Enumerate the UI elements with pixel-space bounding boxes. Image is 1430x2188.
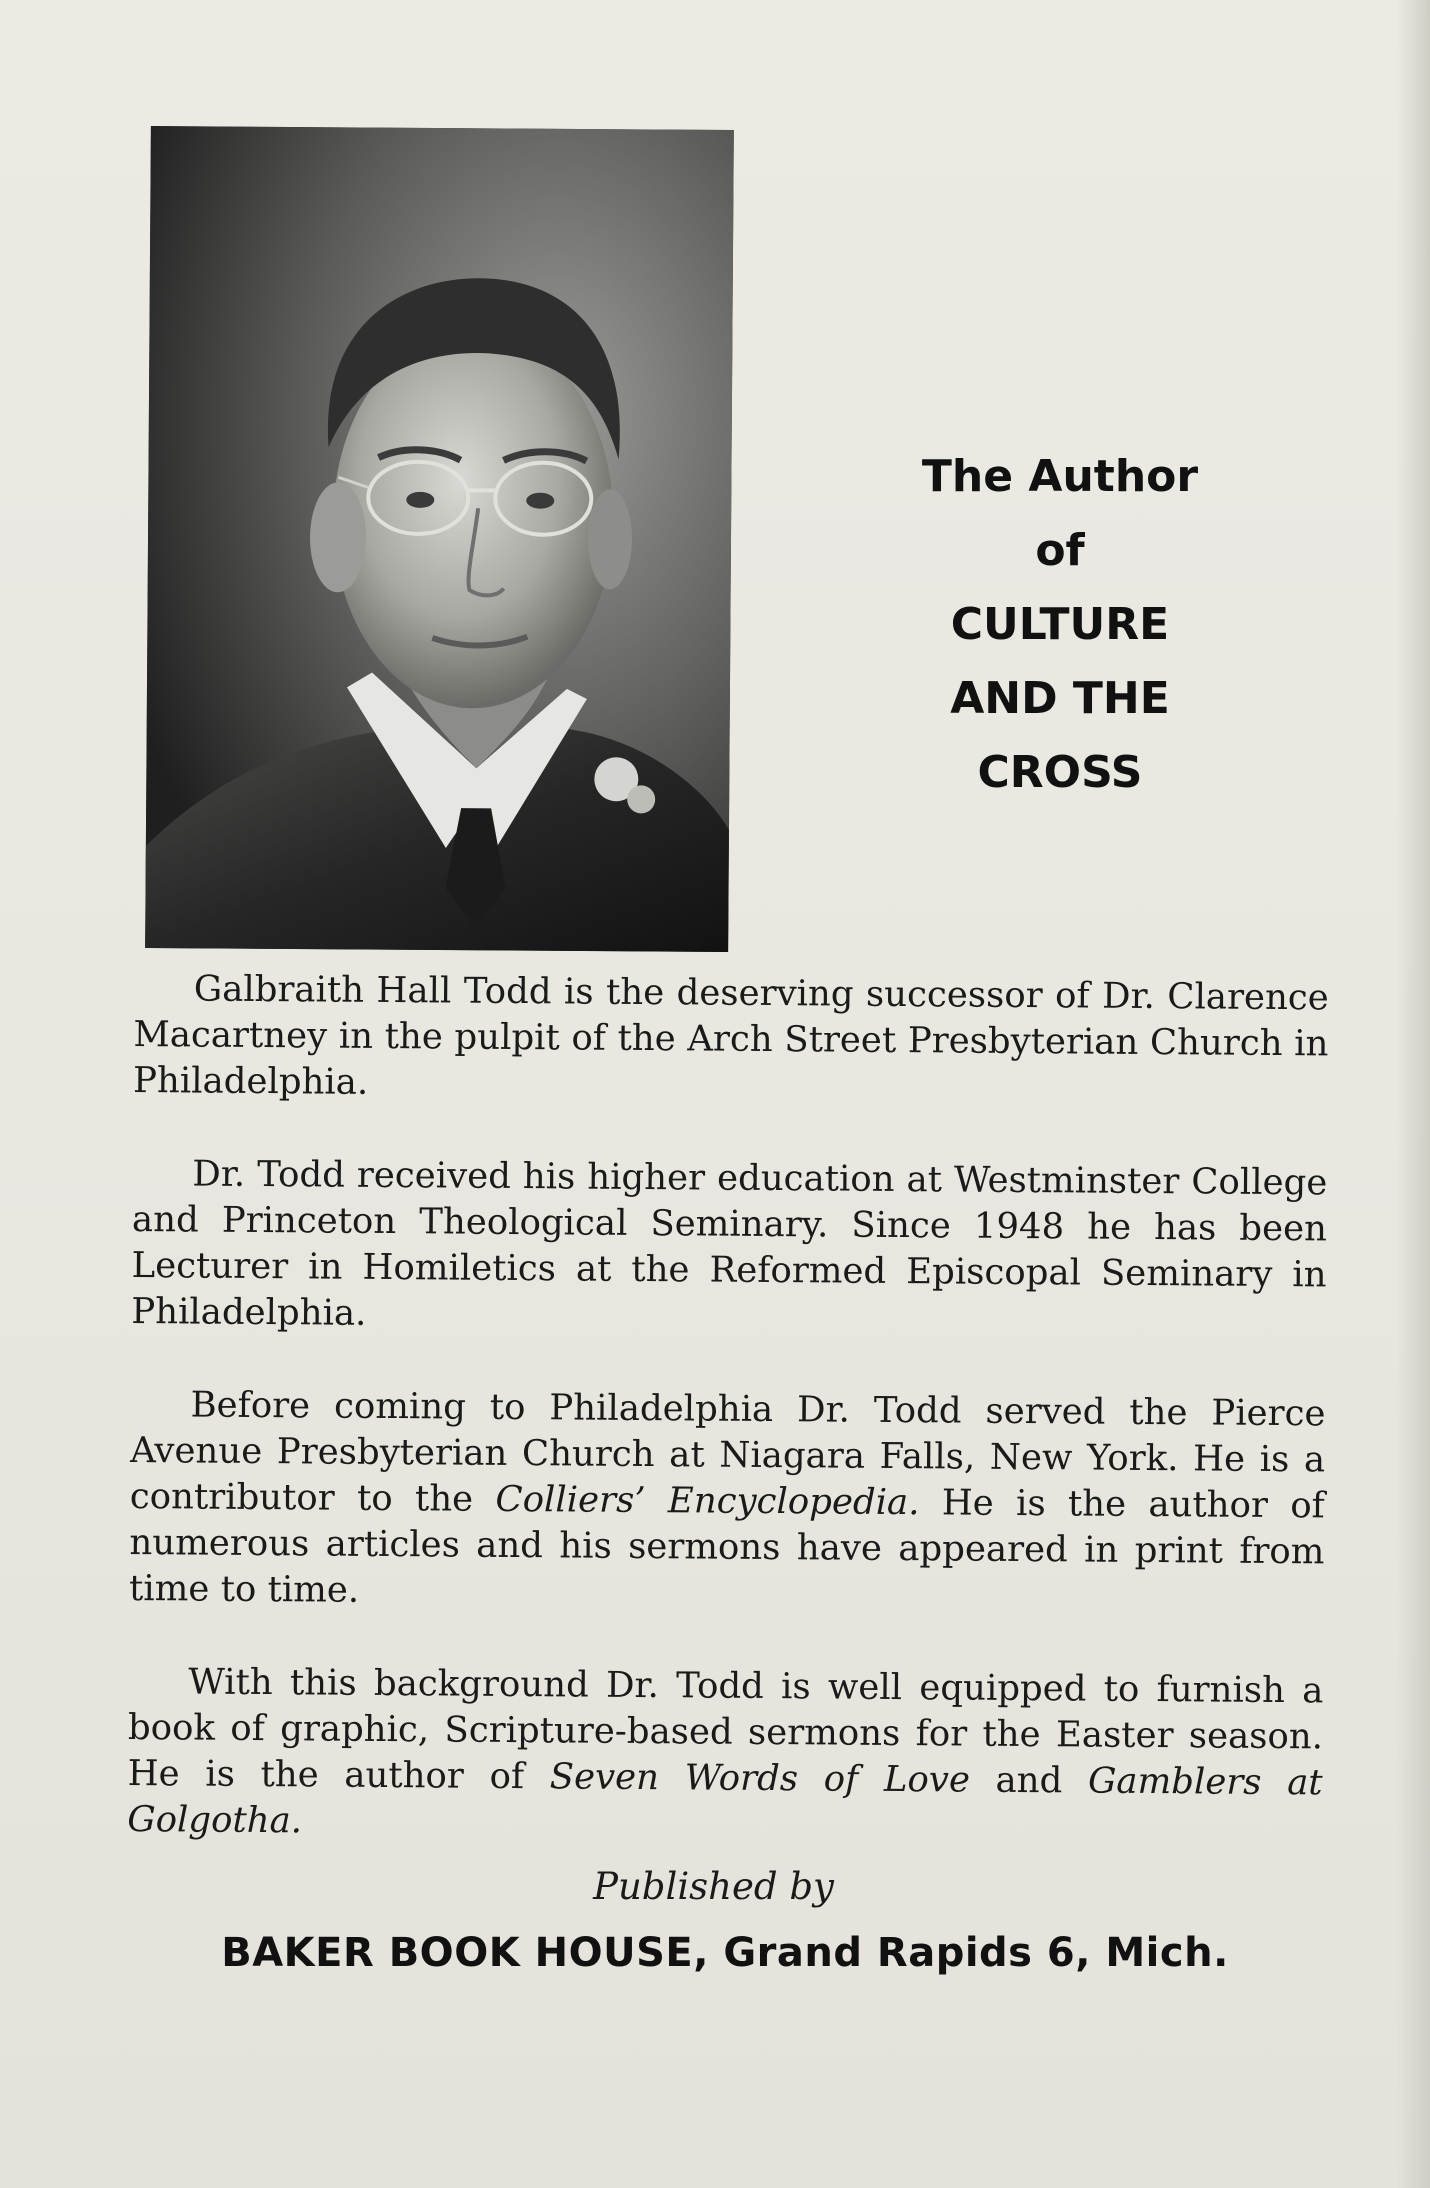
bio-paragraph-4: [127, 1659, 1323, 1852]
author-bio: [127, 966, 1329, 1852]
published-by-label: Published by: [593, 1865, 834, 1908]
bio-paragraph-3-text-a: Before coming to Philadelphia Dr. Todd served the Pierce Avenue Presbyterian Church at Niagara Falls, New York. He is a contributor to the: [129, 1384, 1326, 1520]
encyclopedia-title: Colliers’ Encyclopedia.: [495, 1478, 920, 1524]
bio-paragraph-1: Galbraith Hall Todd is the deserving successor of Dr. Clarence Macartney in the pulpit of the Arch Street Presbyterian Church in Philadelphia.: [132, 968, 1329, 1103]
side-title: [870, 440, 1250, 810]
side-title-line-3: CULTURE: [950, 599, 1170, 650]
side-title-line-4: AND THE: [950, 673, 1170, 724]
page-edge-shadow: [1396, 0, 1430, 2188]
bio-paragraph-3: [129, 1382, 1326, 1621]
bio-paragraph-2: Dr. Todd received his higher education at Westminster College and Princeton Theological Seminary. Since 1948 he has been Lecturer in Homiletics at the Reformed Episcopal Seminary in Philadelphia.: [131, 1153, 1328, 1334]
side-title-line-2: of: [1035, 525, 1085, 576]
bio-paragraph-3-text-b: He is the author of numerous articles and his sermons have appeared in print from time to time.: [128, 1482, 1325, 1611]
book-title-seven-words: Seven Words of Love: [549, 1756, 971, 1801]
bio-paragraph-4-and: and: [969, 1759, 1089, 1802]
side-title-line-1: The Author: [921, 451, 1199, 502]
book-title-gamblers: Gamblers at Golgotha.: [127, 1760, 1323, 1842]
publisher-name: BAKER BOOK HOUSE, Grand Rapids 6, Mich.: [221, 1930, 1229, 1976]
bio-paragraph-4-text-a: With this background Dr. Todd is well equipped to furnish a book of graphic, Scripture-based sermons for the Easter season. He is the author of: [127, 1661, 1324, 1798]
author-portrait-photo: [145, 126, 734, 952]
side-title-line-5: CROSS: [977, 747, 1143, 798]
